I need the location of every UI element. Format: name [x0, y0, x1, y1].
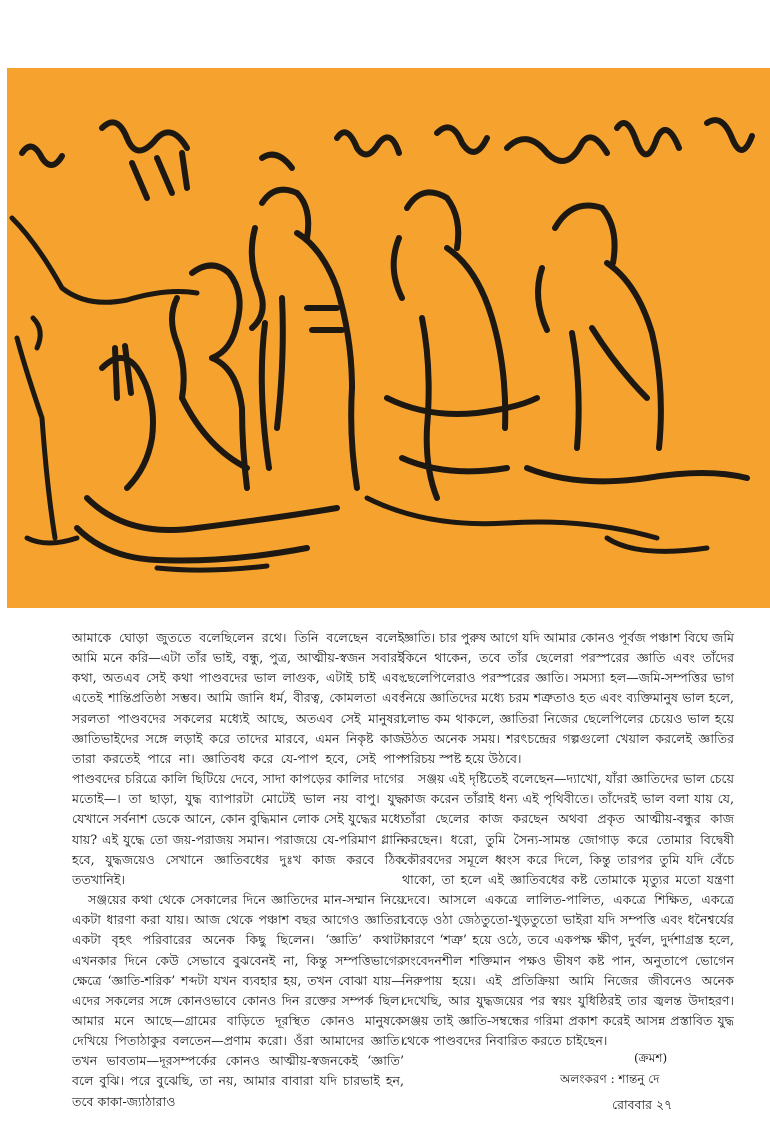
article-column-left	[72, 628, 404, 1112]
article-paragraph: জ্ঞাতি। চার পুরুষ আগে যদি আমার কোনও পূর্বজ পঞ্চাশ বিঘে জমি কিনে থাকেন, তবে তাঁর ছেলেরা পরস্পরের জ্ঞাতি এবং তাঁদের ছেলেপিলেরাও পরস্পরের জ্ঞাতি। সমস্যা হল—জমি-সম্পত্তির ভাগ নিয়ে জ্ঞাতিদের মধ্যে চরম শত্রুতাও হত এবং ব্যক্তিমানুষ ভাল হলে, লোভ কম থাকলে, জ্ঞাতিরা নিজের ছেলেপিলের চেয়েও ভাল হয়ে উঠত অনেক সময়। শরৎচন্দ্রের গল্পগুলো খেয়াল করলেই জ্ঞাতির পরিচয় স্পষ্ট হয়ে উঠবে।	[402, 630, 734, 766]
figure-3	[387, 192, 537, 498]
article-paragraph: সঞ্জয়ের কথা থেকে সেকালের দিনে জ্ঞাতিদের মান-সম্মান নিয়ে একটা ধারণা করা যায়। আজ থেকে পঞ্চাশ বছর আগেও জ্ঞাতিরা একটা বৃহৎ পরিবারের অনেক কিছু ছিলেন। ‘জ্ঞাতি’ কথাটা এখনকার দিনে কেউ সেভাবে বুঝবেনই না, কিন্তু সম্পত্তিভাগের ক্ষেত্রে ‘জ্ঞাতি-শরিক’ শব্দটা যখন ব্যবহার হয়, তখন বোঝা যায়—এদের সকলের সঙ্গে কোনওভাবে কোনও দিন রক্তের সম্পর্ক ছিল। আমার মনে আছে—গ্রামের বাড়িতে দূরস্থিত কোনও মানুষকে দেখিয়ে পিতাঠাকুর বলতেন—প্রণাম করো। ওঁরা আমাদের জ্ঞাতি। তখন ভাবতাম—দূরসম্পর্কের কোনও আত্মীয়-স্বজনকেই ‘জ্ঞাতি’ বলে বুঝি। পরে বুঝেছি, তা নয়, আমার বাবারা যদি চারভাই হন, তবে কাকা-জ্যাঠারাও	[72, 892, 404, 1109]
continued-note: (ক্রমশ)	[634, 1051, 668, 1065]
article-paragraph: আমাকে ঘোড়া জুততে বলেছিলেন রথে। তিনি বলেছেন বলেই আমি মনে করি—এটা তাঁর ভাই, বন্ধু, পুত্র, আত্মীয়-স্বজন সবারই কথা, অতএব সেই কথা পাণ্ডবদের ভাল লাগুক, এটাই চাই এবং এতেই শান্তিপ্রতিষ্ঠা সম্ভব। আমি জানি ধর্ম, বীরত্ব, কোমলতা এবং সরলতা পাণ্ডবদের সকলের মধ্যেই আছে, অতএব সেই মানুষরা জ্ঞাতিভাইদের সঙ্গে লড়াই করে তাদের মারবে, এমন নিকৃষ্ট কাজ তারা করতেই পারে না। জ্ঞাতিবধ করে যে-পাপ হবে, সেই পাপ পাণ্ডবদের চরিত্রে কালি ছিটিয়ে দেবে, সাদা কাপড়ের কালির দাগের মতোই—। তা ছাড়া, যুদ্ধ ব্যাপারটা মোটেই ভাল নয় বাপু। যুদ্ধ যেখানে সর্বনাশ ডেকে আনে, কোন বুদ্ধিমান লোক সেই যুদ্ধের মধ্যে যায়? এই যুদ্ধে তো জয়-পরাজয় সমান। পরাজয়ে যে-পরিমাণ গ্লানি হবে, যুদ্ধজয়েও সেখানে জ্ঞাতিবধের দুঃখ কাজ করবে ঠিক ততখানিই।	[72, 630, 404, 887]
article-paragraph: সঞ্জয় এই দৃষ্টিতেই বলেছেন—দ্যাখো, যাঁরা জ্ঞাতিদের ভাল চেয়ে কাজ করেন তাঁরাই ধন্য এই পৃথিবীতে। তাঁদেরই ভাল বলা যায় যে, তাঁরা ছেলের কাজ করছেন অথবা প্রকৃত আত্মীয়-বন্ধুর কাজ করছেন। ধরো, তুমি সৈন্য-সামন্ত জোগাড় করে তোমার বিদ্বেষী কৌরবদের সমূলে ধ্বংস করে দিলে, কিন্তু তারপর তুমি যদি বেঁচে থাকো, তা হলে এই জ্ঞাতিবধের কষ্ট তোমাকে মৃত্যুর মতো যন্ত্রণা দেবে। আসলে একত্রে লালিত-পালিত, একত্রে শিক্ষিত, একত্রে বেড়ে ওঠা জেঠতুতো-খুড়তুতো ভাইরা যদি সম্পত্তি এবং ধনৈশ্বর্যের কারণে ‘শত্রু’ হয়ে ওঠে, তবে একপক্ষ ক্ষীণ, দুর্বল, দুর্দশাগ্রস্ত হলে, সংবেদনশীল শক্তিমান পক্ষও ভীষণ কষ্ট পান, অনুতাপে ভোগেন নিরুপায় হয়ে। এই প্রতিক্রিয়া আমি নিজের জীবনেও অনেক দেখেছি, আর যুদ্ধজয়ের পর স্বয়ং যুধিষ্ঠিরই তার জ্বলন্ত উদাহরণ। সঞ্জয় তাই জ্ঞাতি-সম্বন্ধের গরিমা প্রকাশ করেই আসন্ন প্রস্তাবিত যুদ্ধ থেকে পাণ্ডবদের নিবারিত করতে চাইছেন।	[402, 771, 734, 1049]
figure-2	[252, 190, 357, 488]
article-column-right	[402, 628, 734, 1051]
seated-figure-1	[77, 266, 337, 561]
left-figure	[12, 218, 197, 543]
illustration-panel	[7, 68, 770, 608]
figure-4	[527, 206, 747, 482]
illustration-drawing	[7, 68, 770, 608]
foliage-strokes	[22, 120, 752, 198]
illustration-credit: অলংকরণ : শান্তনু দে	[560, 1072, 660, 1086]
page-folio: রোববার ২৭	[612, 1097, 673, 1112]
